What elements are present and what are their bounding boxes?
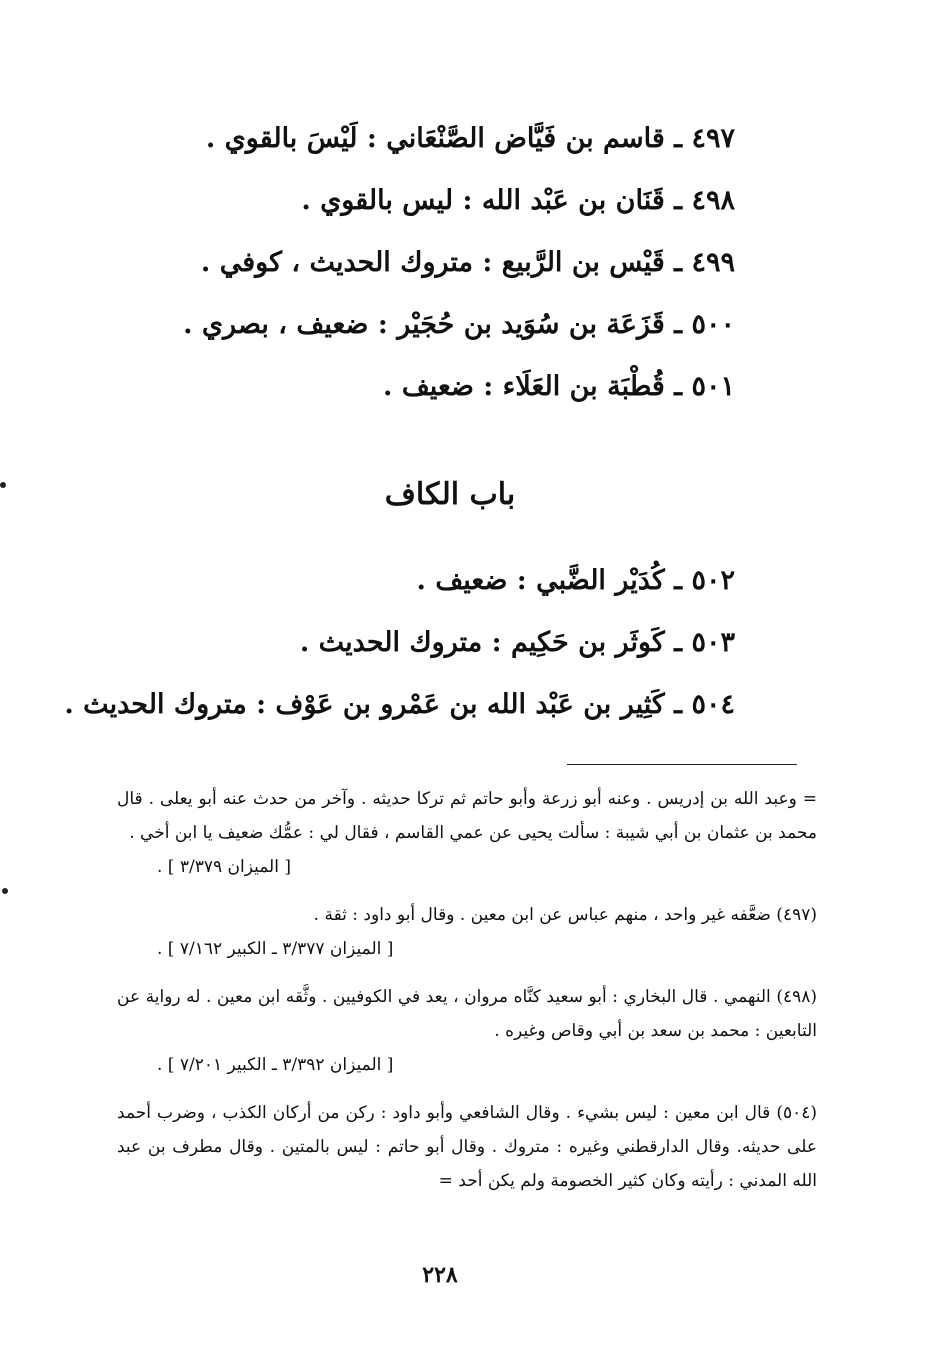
footnote-divider [567,764,797,765]
narrator-entry: ٤٩٨ ـ قَنَان بن عَبْد الله : ليس بالقوي . [301,185,735,216]
footnote-citation: [ الميزان ٣/٣٧٧ ـ الكبير ٧/١٦٢ ] . [157,939,394,959]
footnote [117,782,817,884]
footnote-citation: [ الميزان ٣/٣٧٩ ] . [157,857,291,877]
narrator-entries-qaf [115,108,735,418]
margin-speck [0,482,6,488]
narrator-entry: ٥٠٤ ـ كَثِير بن عَبْد الله بن عَمْرو بن عَوْف : متروك الحديث . [64,689,735,720]
page-number: ٢٢٨ [422,1262,458,1288]
margin-speck [2,888,8,894]
footnote [117,898,817,966]
narrator-entry: ٥٠١ ـ قُطْبَة بن العَلَاء : ضعيف . [383,371,735,402]
footnote-text: (٤٩٨) النهمي . قال البخاري : أبو سعيد كنَّاه مروان ، يعد في الكوفيين . وثَّقه ابن معين . له رواية عن التابعين : محمد بن سعد بن أبي وقاص وغيره . [117,987,817,1041]
footnote-citation: [ الميزان ٣/٣٩٢ ـ الكبير ٧/٢٠١ ] . [157,1055,394,1075]
narrator-entry: ٥٠٢ ـ كُدَيْر الضَّبي : ضعيف . [416,565,735,596]
footnotes [117,782,817,1212]
footnote-text: = وعبد الله بن إدريس . وعنه أبو زرعة وأبو حاتم ثم تركا حديثه . وآخر من حدث عنه أبو يعلى . قال محمد بن عثمان بن أبي شيبة : سألت يحيى عن عمي القاسم ، فقال لي : عمُّك ضعيف يا ابن أخي . [117,789,817,843]
narrator-entries-kaf [64,550,735,736]
footnote-text: (٤٩٧) ضعَّفه غير واحد ، منهم عباس عن ابن معين . وقال أبو داود : ثقة . [313,905,817,925]
narrator-entry: ٥٠٠ ـ قَزَعَة بن سُوَيد بن حُجَيْر : ضعيف ، بصري . [183,309,735,340]
footnote [117,980,817,1082]
narrator-entry: ٤٩٧ ـ قاسم بن فَيَّاض الصَّنْعَاني : لَيْسَ بالقوي . [205,123,735,154]
narrator-entry: ٥٠٣ ـ كَوثَر بن حَكِيم : متروك الحديث . [299,627,735,658]
footnote-text: (٥٠٤) قال ابن معين : ليس بشيء . وقال الشافعي وأبو داود : ركن من أركان الكذب ، وضرب أحمد على حديثه. وقال الدارقطني وغيره : متروك . وقال أبو حاتم : ليس بالمتين . وقال مطرف بن عبد الله المدني : رأيته وكان كثير الخصومة ولم يكن أحد = [117,1103,817,1191]
footnote [117,1096,817,1198]
narrator-entry: ٤٩٩ ـ قَيْس بن الرَّبيع : متروك الحديث ، كوفي . [200,247,735,278]
section-title: باب الكاف [384,477,516,512]
